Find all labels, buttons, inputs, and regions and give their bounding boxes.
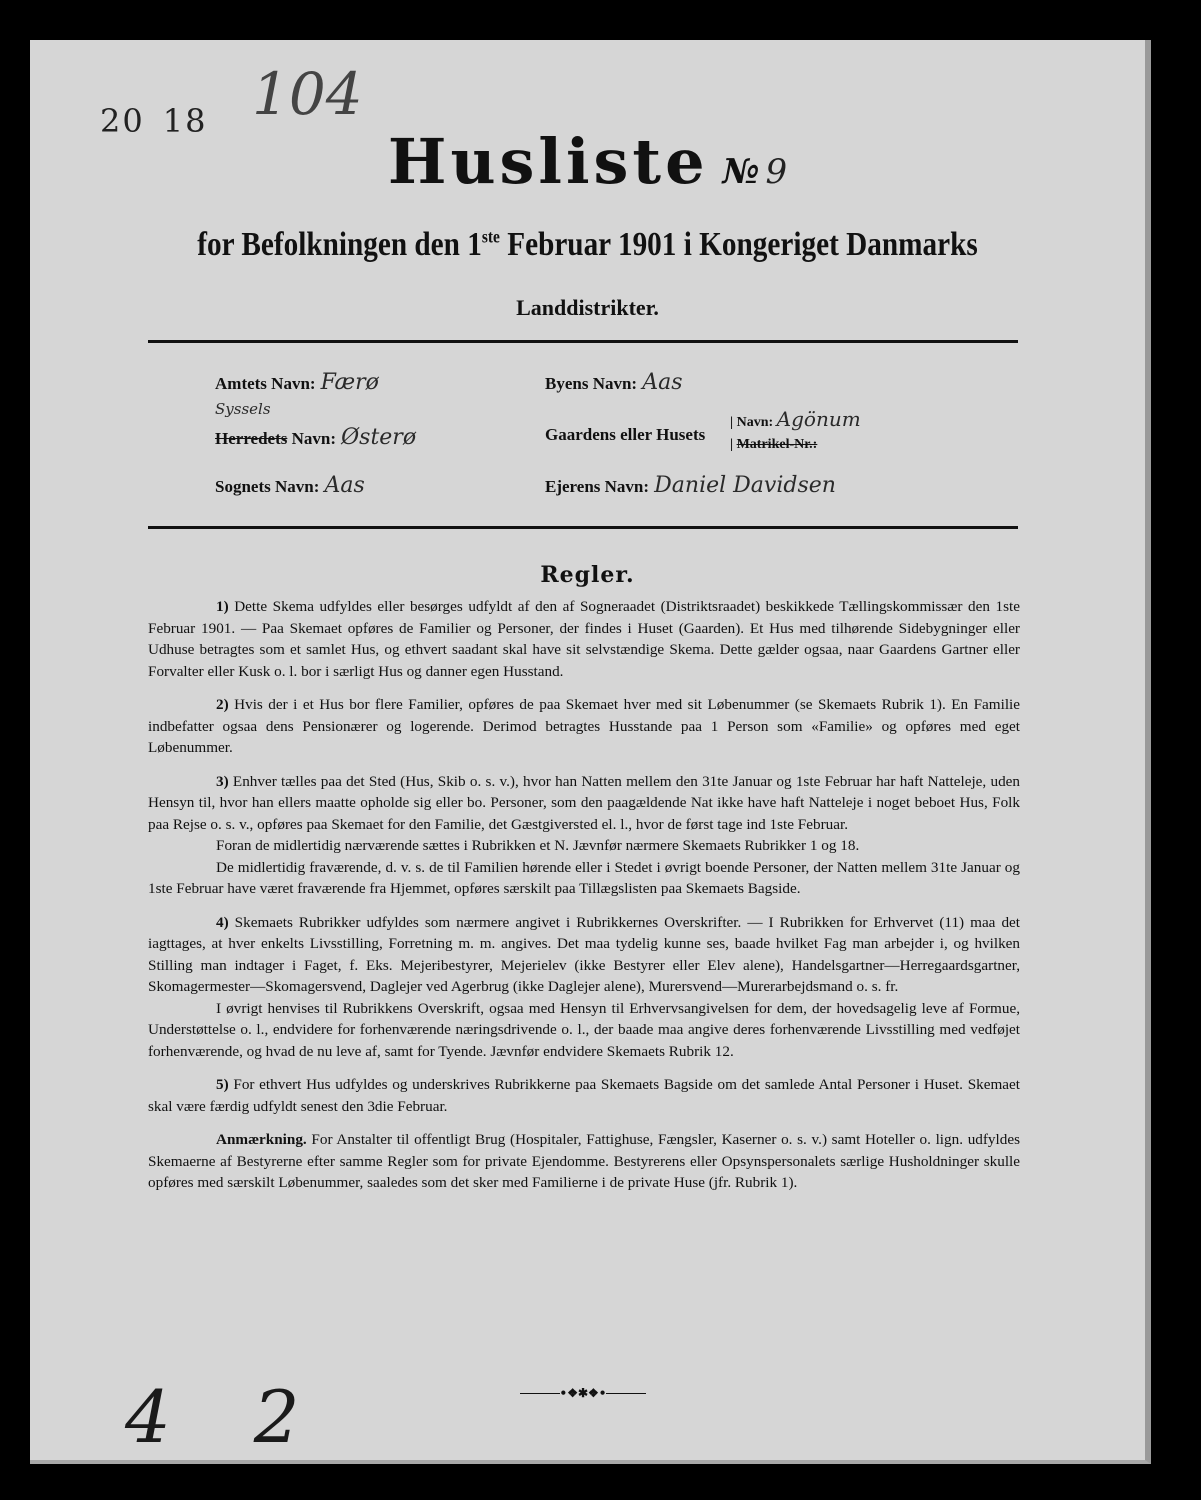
herred-label: Navn:: [287, 429, 337, 448]
district-heading: Landdistrikter.: [516, 295, 659, 320]
reference-stamp-number-2: 18: [162, 102, 208, 140]
form-title: Husliste: [387, 125, 709, 198]
rule-number-2: 2): [216, 696, 229, 713]
rule-text-3: Enhver tælles paa det Sted (Hus, Skib o. s. v.), hvor han Natten mellem den 31te Januar og 1ste Februar har haft Natteleje, uden Hensyn til, hvor han ellers maatte opholde sig eller bo. Personer, som den paagældende Nat ikke have haft Natteleje i noget beboet Hus, Folk paa Rejse o. s. v., opføres paa Skemaet for den Familie, det Gæstgiversted el. l., hvor de først tage ind 1ste Februar.: [148, 772, 1020, 833]
amt-label: Amtets Navn:: [215, 374, 316, 393]
field-ejer: [545, 473, 836, 498]
rule-text-1: Dette Skema udfyldes eller besørges udfyldt af den af Sogneraadet (Distriktsraadet) beskikkede Tællingskommissær den 1ste Februar 1901. — Paa Skemaet opføres de Familier og Personer, der findes i Huset (Gaarden). Et Hus med tilhørende Sidebygninger eller Udhuse betragtes som et samlet Hus, og ethvert saadant skal have sit selvstændige Skema. Dette gælder ogsaa, naar Gaardens Gartner eller Forvalter eller Kusk o. l. bor i særligt Hus og danner egen Husstand.: [148, 598, 1020, 680]
gaard-matrikel-row: | Matrikel-Nr.:: [730, 437, 818, 452]
house-list-number: 9: [765, 152, 788, 192]
divider-top: [148, 340, 1018, 343]
reference-stamp-number-1: 20: [100, 102, 145, 140]
amt-value: Færø: [320, 370, 379, 395]
by-label: Byens Navn:: [545, 374, 638, 393]
field-amt: [215, 370, 379, 395]
subtitle-text-end: Februar 1901 i Kongeriget Danmarks: [499, 226, 978, 263]
sogn-value: Aas: [324, 473, 365, 498]
rule-paragraph-2: [148, 694, 1020, 759]
field-by: [545, 370, 683, 395]
title-row: [30, 125, 1145, 198]
rule-paragraph-1: [148, 596, 1020, 682]
rule-paragraph-5: [148, 1074, 1020, 1117]
ejer-label: Ejerens Navn:: [545, 477, 650, 496]
rule-number-3: 3): [216, 772, 229, 790]
field-sogn: [215, 473, 365, 498]
by-value: Aas: [642, 370, 683, 395]
rule-text-5: For ethvert Hus udfyldes og underskrives Rubrikkerne paa Skemaets Bagside om det samlede Antal Personer i Huset. Skemaet skal være færdig udfyldt senest den 3die Februar.: [148, 1076, 1020, 1115]
rule-text-4: Skemaets Rubrikker udfyldes som nærmere angivet i Rubrikkernes Overskrifter. — I Rubrikken for Erhvervet (11) maa det iagttages, at hver enkelts Livsstilling, Forretning m. m. angives. Det maa tydelig kunne ses, baade hvilket Fag man arbejder i, og hvilken Stilling man indtager i Faget, f. Eks. Mejeribestyrer, Mejerielev (ikke Bestyrer eller Elev alene), Handelsgartner—Herregaardsgartner, Skomagermester—Skomagersvend, Daglejer ved Agerbrug (ikke Daglejer alene), Murersvend—Murerarbejdsmand o. s. fr.: [148, 913, 1020, 995]
gaard-options: [730, 408, 861, 456]
number-label: №: [722, 152, 760, 192]
rule-paragraph-3: [148, 771, 1020, 836]
rule-paragraph-4: [148, 912, 1020, 998]
divider-bottom: [148, 526, 1018, 529]
rule-paragraph-3b: Foran de midlertidig nærværende sættes i Rubrikken et N. Jævnfør nærmere Skemaets Rubrikker 1 og 18.: [216, 837, 860, 854]
rule-paragraph-3c: De midlertidig fraværende, d. v. s. de til Familien hørende eller i Stedet i øvrigt boende Personer, der Natten mellem 31te Januar og 1ste Februar have været fraværende fra Hjemmet, opføres særskilt paa Tillægslisten paa Skemaets Bagside.: [148, 858, 1020, 897]
gaard-matrikel-label: Matrikel-Nr.:: [736, 437, 818, 452]
gaard-navn-row: | Navn: Agönum: [730, 407, 861, 431]
rule-paragraph-4b: I øvrigt henvises til Rubrikkens Overskrift, ogsaa med Hensyn til Erhvervsangivelsen for dem, der hovedsagelig leve af Formue, Understøttelse o. l., endvidere for forhenværende næringsdrivende o. l., der baade maa angive deres forhenværende Livsstilling med vedføjet forhenværende, og hvad de nu leve af, samt for Tyende. Jævnfør endvidere Skemaets Rubrik 12.: [148, 999, 1020, 1060]
ornament-glyphs: •❖✱❖•: [559, 1386, 607, 1400]
ornament-line-left: [520, 1393, 560, 1394]
field-herred: [215, 425, 416, 450]
rule-number-1: 1): [216, 598, 229, 615]
rule-number-5: 5): [216, 1076, 229, 1093]
ornament-line-right: [606, 1393, 646, 1394]
gaard-navn-value: Agönum: [776, 407, 861, 431]
note-paragraph: [148, 1129, 1020, 1194]
herred-label-struck: Herredets: [215, 429, 288, 448]
rules-text: [148, 596, 1020, 1206]
syssel-handwritten-note: Syssels: [215, 400, 271, 418]
sogn-label: Sognets Navn:: [215, 477, 320, 496]
form-subtitle: [108, 226, 1067, 264]
handwritten-reference-number: 104: [252, 60, 363, 128]
bottom-handwritten-number: 4 2: [125, 1375, 330, 1459]
rules-heading: Regler.: [540, 562, 635, 588]
note-text: For Anstalter til offentligt Brug (Hospitaler, Fattighuse, Fængsler, Kaserner o. s. v.) samt Hoteller o. lign. udfyldes Skemaerne af Bestyrerne efter samme Regler som for private Ejendomme. Bestyrerens eller Opsynspersonalets særlige Husholdninger skulle opføres med særskilt Løbenummer, saaledes som det sker med Familierne i de private Huse (jfr. Rubrik 1).: [148, 1131, 1020, 1191]
rule-number-4: 4): [216, 913, 229, 931]
rule-text-2: Hvis der i et Hus bor flere Familier, opføres de paa Skemaet hver med sit Løbenummer (se Skemaets Rubrik 1). En Familie indbefatter ogsaa dens Pensionærer og logerende. Derimod betragtes Husstande paa 1 Person som «Familie» og opføres med eget Løbenummer.: [148, 696, 1020, 756]
ornament-divider: [510, 1386, 656, 1400]
gaard-navn-label: Navn:: [736, 415, 774, 430]
subtitle-text-start: for Befolkningen den 1: [197, 226, 482, 263]
note-label: Anmærkning.: [216, 1131, 307, 1148]
census-form-sheet: [30, 40, 1151, 1464]
gaard-label: Gaardens eller Husets: [545, 425, 706, 444]
field-gaard: [545, 425, 705, 445]
herred-value: Østerø: [341, 425, 417, 450]
subtitle-superscript: ste: [481, 226, 500, 247]
ejer-value: Daniel Davidsen: [654, 473, 836, 498]
